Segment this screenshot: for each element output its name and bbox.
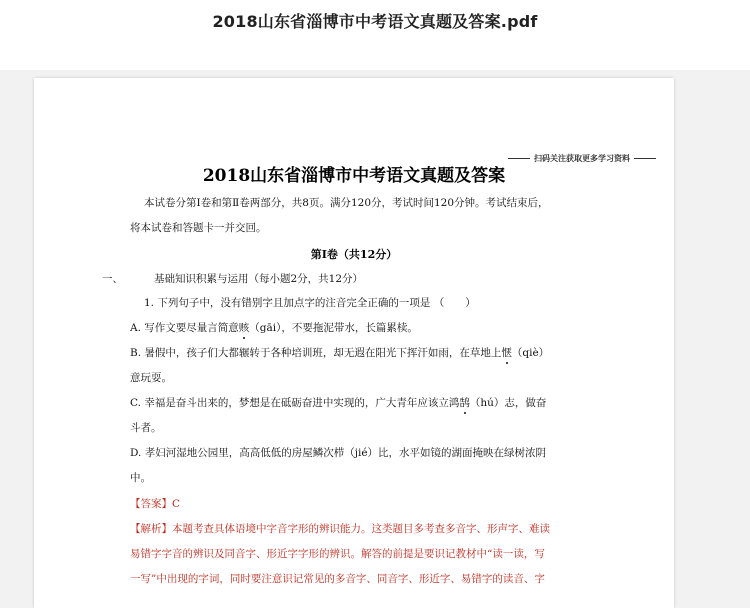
intro-line-2: 将本试卷和答题卡一并交回。 bbox=[130, 222, 267, 234]
option-text: （jié） bbox=[344, 447, 379, 459]
analysis-line-1 bbox=[130, 521, 550, 536]
dotted-char: 惬 bbox=[501, 347, 512, 359]
divider bbox=[508, 158, 530, 159]
document-title: 2018山东省淄博市中考语文真题及答案 bbox=[202, 166, 506, 186]
option-c-line-2: 斗者。 bbox=[130, 422, 162, 434]
document-page bbox=[34, 78, 674, 608]
option-text: A. 写作文要尽量言简意 bbox=[130, 322, 239, 334]
divider bbox=[634, 158, 656, 159]
option-c-line-1 bbox=[130, 395, 546, 410]
analysis-line-3: 一写”中出现的字词，同时要注意识记常见的多音字、同音字、形近字、易错字的读音、字 bbox=[130, 573, 545, 585]
answer-label: 【答案】 bbox=[130, 498, 172, 510]
option-d-line-1 bbox=[130, 445, 546, 460]
option-text: D. 孝妇河湿地公园里，高高低低的房屋鳞次栉 bbox=[130, 447, 345, 459]
question-stem: 1. 下列句子中，没有错别字且加点字的注音完全正确的一项是 （ ） bbox=[144, 297, 476, 309]
dotted-char: 赅 bbox=[238, 322, 250, 334]
analysis-text: 本题考查具体语境中字音字形的辨识能力。这类题目多考查多音字、形声字、难读 bbox=[172, 523, 550, 535]
qr-note-text: 扫码关注获取更多学习资料 bbox=[534, 154, 630, 163]
option-text: （gāi），不要拖泥带水，长篇累椟。 bbox=[249, 322, 418, 334]
option-text: 比，水平如镜的湖面掩映在绿树浓阴 bbox=[378, 447, 547, 459]
part-number: 一、 bbox=[102, 273, 123, 285]
answer-value: C bbox=[172, 498, 181, 510]
option-text: （qiè） bbox=[511, 347, 550, 359]
dotted-char: 鹄 bbox=[459, 397, 470, 409]
file-title: 2018山东省淄博市中考语文真题及答案.pdf bbox=[212, 12, 538, 31]
option-text: B. 暑假中，孩子们大都辗转于各种培训班，却无遐在阳光下挥汗如雨，在草地上 bbox=[130, 347, 502, 359]
option-text: C. 幸福是奋斗出来的，梦想是在砥砺奋进中实现的，广大青年应该立鸿 bbox=[130, 397, 460, 409]
section-title: 第Ⅰ卷（共12分） bbox=[310, 248, 398, 261]
option-text: （hú）志，做奋 bbox=[469, 397, 547, 409]
analysis-label: 【解析】 bbox=[130, 523, 172, 535]
analysis-line-2: 易错字字音的辨识及同音字、形近字字形的辨识。解答的前提是要识记教材中“读一读，写 bbox=[130, 548, 545, 560]
option-d-line-2: 中。 bbox=[130, 472, 151, 484]
intro-line-1: 本试卷分第Ⅰ卷和第Ⅱ卷两部分，共8页。满分120分，考试时间120分钟。考试结束后， bbox=[144, 197, 549, 209]
part-title: 基础知识积累与运用（每小题2分，共12分） bbox=[154, 273, 364, 285]
viewer-header bbox=[0, 0, 750, 70]
option-b-line-2: 意玩耍。 bbox=[130, 372, 172, 384]
answer-line bbox=[130, 496, 180, 511]
option-b-line-1 bbox=[130, 345, 549, 360]
option-a bbox=[130, 320, 418, 335]
